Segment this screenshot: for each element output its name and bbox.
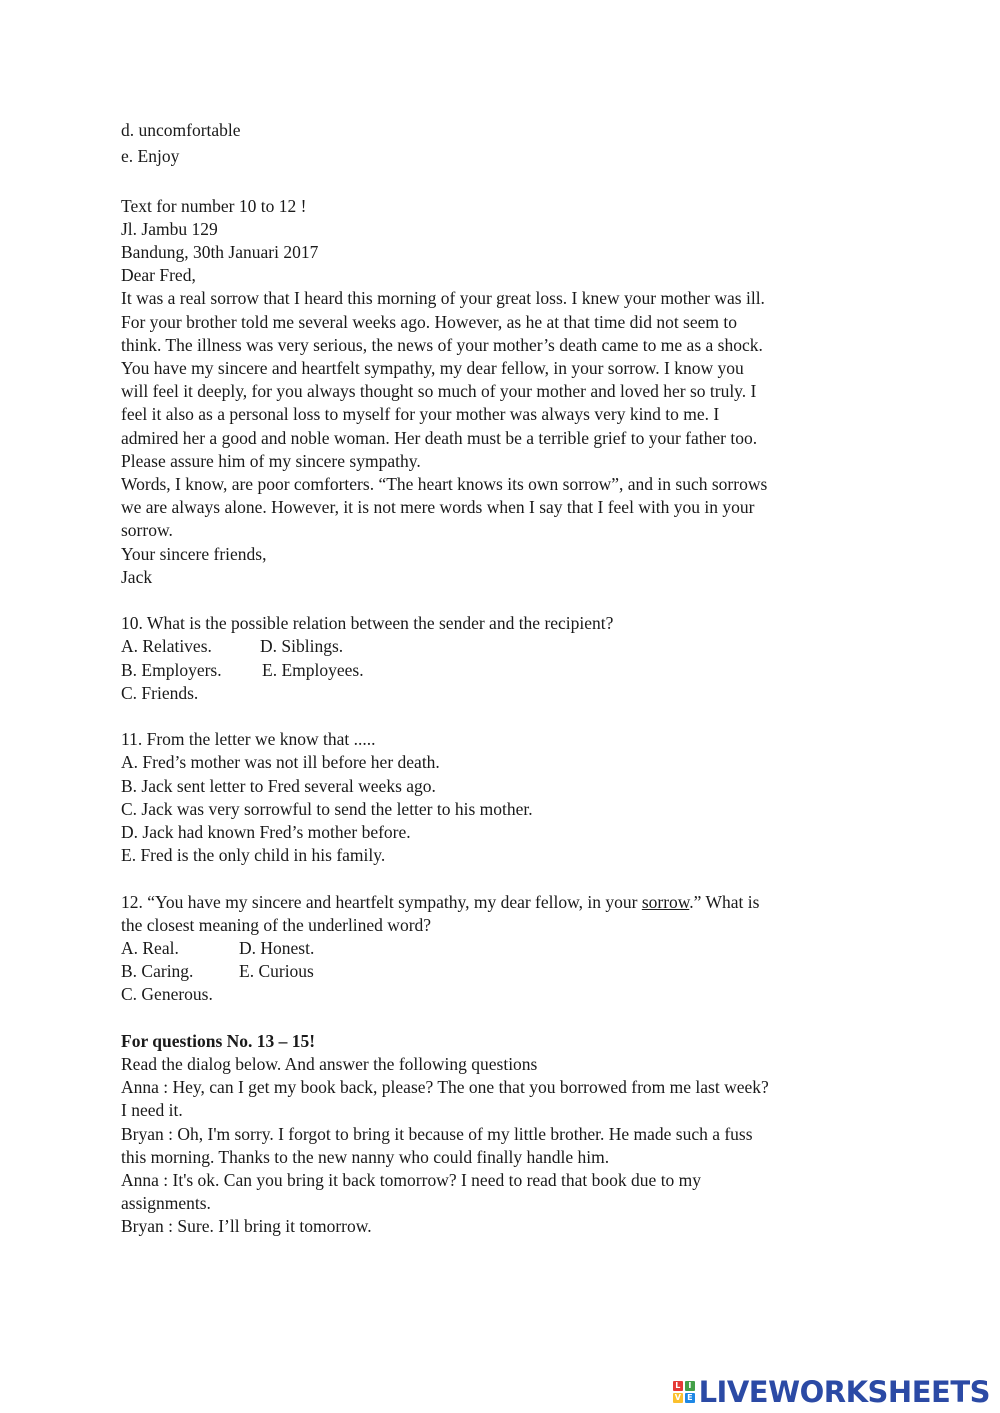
letter-line: Words, I know, are poor comforters. “The heart knows its own sorrow”, and in such sorrows — [121, 474, 768, 495]
dialog-line: Bryan : Sure. I’ll bring it tomorrow. — [121, 1216, 372, 1237]
letter-heading: Text for number 10 to 12 ! — [121, 195, 307, 216]
dialog-line: this morning. Thanks to the new nanny who could finally handle him. — [121, 1146, 610, 1167]
question-11: 11. From the letter we know that ..... — [121, 729, 376, 750]
letter-signature: Jack — [121, 566, 153, 587]
mark-letter: E — [685, 1393, 695, 1403]
q12-option-b: B. Caring. — [121, 961, 194, 982]
question-12 — [121, 891, 881, 914]
letter-line: we are always alone. However, it is not mere words when I say that I feel with you in your — [121, 497, 755, 518]
q11-option-a: A. Fred’s mother was not ill before her death. — [121, 752, 440, 773]
q10-option-c: C. Friends. — [121, 682, 199, 703]
letter-salutation: Dear Fred, — [121, 265, 196, 286]
question-10: 10. What is the possible relation between the sender and the recipient? — [121, 613, 614, 634]
mark-letter: V — [673, 1393, 683, 1403]
letter-line: Please assure him of my sincere sympathy. — [121, 450, 421, 471]
q11-option-e: E. Fred is the only child in his family. — [121, 845, 386, 866]
q12-line-2: the closest meaning of the underlined word? — [121, 914, 432, 935]
mark-letter: I — [685, 1381, 695, 1391]
dialog-line: Anna : Hey, can I get my book back, please? The one that you borrowed from me last week? — [121, 1077, 769, 1098]
q10-option-d: D. Siblings. — [260, 636, 344, 657]
letter-line: will feel it deeply, for you always thought so much of your mother and loved her so truly. I — [121, 381, 757, 402]
dialog-line: Bryan : Oh, I'm sorry. I forgot to bring it because of my little brother. He made such a fuss — [121, 1123, 753, 1144]
option-d-prev: d. uncomfortable — [121, 120, 241, 140]
q12-text-pre: 12. “You have my sincere and heartfelt sympathy, my dear fellow, in your — [121, 891, 642, 912]
liveworksheets-brand-text: LIVEWORKSHEETS — [698, 1375, 990, 1409]
q12-option-e: E. Curious — [239, 961, 314, 982]
q11-option-d: D. Jack had known Fred’s mother before. — [121, 822, 411, 843]
q12-options-row-1 — [121, 937, 881, 960]
q12-option-d: D. Honest. — [239, 938, 315, 959]
letter-line: For your brother told me several weeks ago. However, as he at that time did not seem to — [121, 311, 738, 332]
q12-underlined-word: sorrow — [641, 891, 690, 912]
q10-options-row-1 — [121, 635, 881, 658]
letter-line: You have my sincere and heartfelt sympathy, my dear fellow, in your sorrow. I know you — [121, 358, 744, 379]
letter-line: sorrow. — [121, 520, 173, 541]
q12-text-post: .” What is — [689, 891, 760, 912]
liveworksheets-logo[interactable] — [673, 1377, 990, 1407]
q10-options-row-2 — [121, 659, 881, 682]
letter-line: admired her a good and noble woman. Her death must be a terrible grief to your father too. — [121, 427, 758, 448]
q10-option-b: B. Employers. — [121, 659, 222, 680]
q12-options-row-2 — [121, 960, 881, 983]
q12-option-c: C. Generous. — [121, 984, 213, 1005]
dialog-line: Anna : It's ok. Can you bring it back tomorrow? I need to read that book due to my — [121, 1170, 702, 1191]
option-e-prev: e. Enjoy — [121, 146, 180, 167]
mark-letter: L — [673, 1381, 683, 1391]
q10-option-a: A. Relatives. — [121, 636, 212, 657]
liveworksheets-mark-icon — [673, 1381, 695, 1403]
q11-option-c: C. Jack was very sorrowful to send the letter to his mother. — [121, 798, 533, 819]
letter-line: feel it also as a personal loss to myself for your mother was always very kind to me. I — [121, 404, 720, 425]
q10-option-e: E. Employees. — [262, 659, 364, 680]
worksheet-page — [121, 119, 881, 1239]
dialog-heading: For questions No. 13 – 15! — [121, 1030, 316, 1051]
dialog-line: I need it. — [121, 1100, 183, 1121]
letter-date: Bandung, 30th Januari 2017 — [121, 242, 319, 262]
letter-line: think. The illness was very serious, the news of your mother’s death came to me as a shock. — [121, 334, 763, 355]
dialog-line: assignments. — [121, 1193, 211, 1214]
letter-address: Jl. Jambu 129 — [121, 218, 218, 239]
letter-closing: Your sincere friends, — [121, 543, 267, 564]
q11-option-b: B. Jack sent letter to Fred several weeks ago. — [121, 775, 436, 796]
dialog-instruction: Read the dialog below. And answer the following questions — [121, 1054, 538, 1075]
q12-option-a: A. Real. — [121, 938, 179, 959]
letter-line: It was a real sorrow that I heard this morning of your great loss. I knew your mother was ill. — [121, 288, 765, 309]
